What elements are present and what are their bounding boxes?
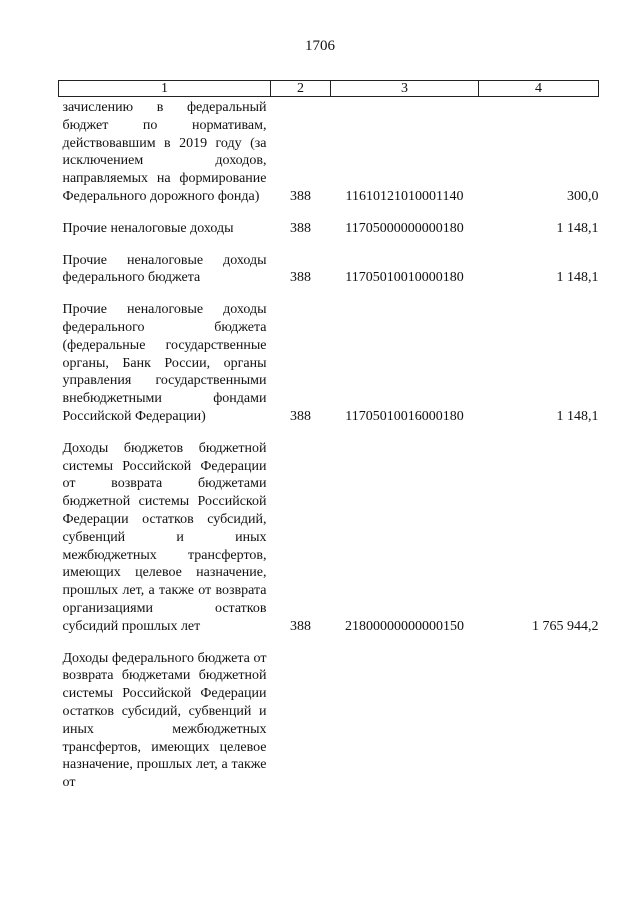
- table-row: [59, 440, 599, 650]
- amount: 1 148,1: [556, 270, 599, 286]
- amount: 1 148,1: [556, 220, 599, 236]
- amount: 1 148,1: [556, 408, 599, 424]
- budget-classification-code: 21800000000000150: [345, 618, 464, 634]
- admin-code: 388: [290, 270, 311, 286]
- admin-code: 388: [290, 188, 311, 204]
- column-header-2: 2: [271, 81, 331, 97]
- budget-classification-code: 11705010010000180: [345, 270, 464, 286]
- income-name: Прочие неналоговые доходы: [62, 220, 234, 236]
- budget-classification-code: 11705010016000180: [345, 408, 464, 424]
- income-name: Доходы бюджетов бюджетной системы Российской Федерации от возврата бюджетами бюджетной системы Российской Федерации остатков субсидий, субвенций и иных межбюджетных трансфертов, имеющих целевое назначение, прошлых лет, а также от возврата организациями остатков субсидий прошлых лет: [62, 440, 267, 634]
- table-row: [59, 650, 599, 792]
- budget-classification-code: [331, 650, 479, 792]
- table-row: [59, 252, 599, 302]
- amount: 300,0: [567, 188, 599, 204]
- column-header-3: 3: [331, 81, 479, 97]
- column-header-4: 4: [479, 81, 599, 97]
- table-row: [59, 97, 599, 220]
- admin-code: 388: [290, 408, 311, 424]
- admin-code: [271, 650, 331, 792]
- column-header-1: 1: [59, 81, 271, 97]
- income-name: Прочие неналоговые доходы федерального бюджета (федеральные государственные органы, Банк России, органы управления государственными внебюджетными фондами Российской Федерации): [62, 302, 267, 424]
- income-name: Доходы федерального бюджета от возврата бюджетами бюджетной системы Российской Федерации остатков субсидий, субвенций и иных межбюджетных трансфертов, имеющих целевое назначение, прошлых лет, а также от: [62, 650, 267, 791]
- amount: [479, 650, 599, 792]
- budget-classification-code: 11610121010001140: [345, 188, 464, 204]
- page-number: 1706: [305, 38, 335, 54]
- income-name: Прочие неналоговые доходы федерального бюджета: [62, 252, 267, 286]
- income-name: зачислению в федеральный бюджет по нормативам, действовавшим в 2019 году (за исключением доходов, направляемых на формирование Федерального дорожного фонда): [62, 100, 267, 204]
- budget-classification-code: 11705000000000180: [345, 220, 464, 236]
- admin-code: 388: [290, 618, 311, 634]
- admin-code: 388: [290, 220, 311, 236]
- revenue-table: [58, 80, 599, 792]
- table-row: [59, 301, 599, 440]
- table-header: [59, 81, 599, 97]
- table-body: [59, 97, 599, 792]
- table-row: [59, 220, 599, 252]
- amount: 1 765 944,2: [532, 618, 599, 634]
